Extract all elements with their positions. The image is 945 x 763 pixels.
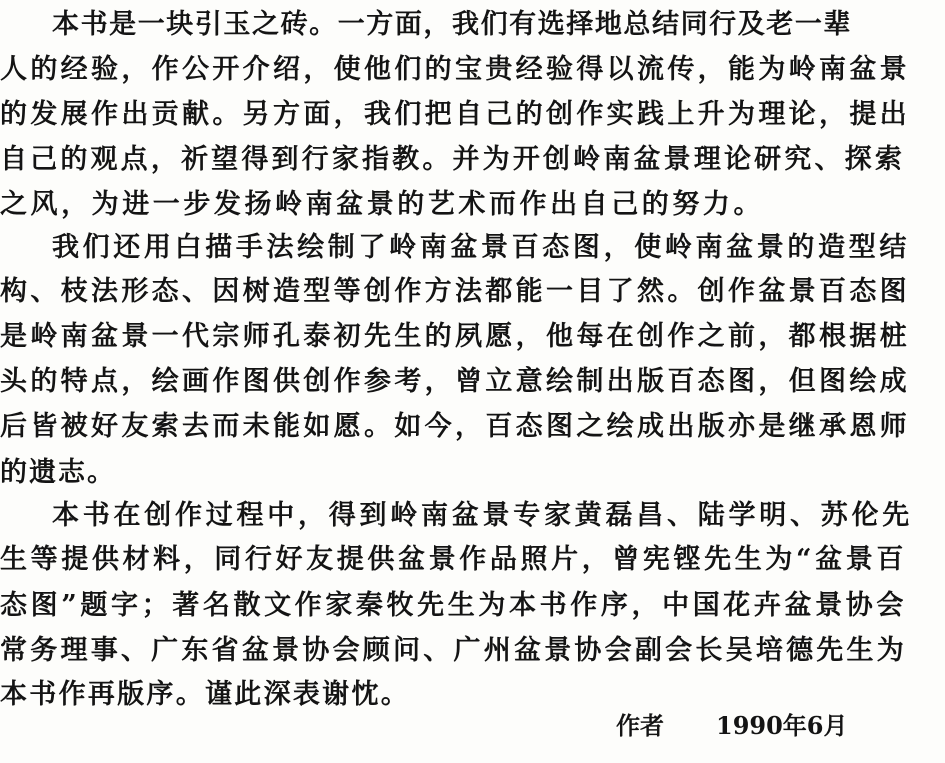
text-line-16 xyxy=(0,678,945,712)
text-line-4 xyxy=(0,143,945,177)
line-text: 的发展作出贡献。另方面，我们把自己的创作实践上升为理论，提出 xyxy=(0,99,910,130)
text-line-2 xyxy=(0,53,945,87)
line-text: 人的经验，作公开介绍，使他们的宝贵经验得以流传，能为岭南盆景 xyxy=(0,54,910,85)
signature-author: 作者 xyxy=(616,711,664,740)
line-text: 自己的观点，祈望得到行家指教。并为开创岭南盆景理论研究、探索 xyxy=(0,144,905,175)
text-line-11 xyxy=(0,456,945,490)
text-line-7 xyxy=(0,275,945,309)
text-line-1 xyxy=(0,8,945,42)
line-text: 常务理事、广东省盆景协会顾问、广州盆景协会副会长吴培德先生为 xyxy=(0,635,907,666)
line-text: 生等提供材料，同行好友提供盆景作品照片，曾宪铿先生为“盆景百 xyxy=(0,544,907,575)
text-line-14 xyxy=(0,589,945,623)
text-line-10 xyxy=(0,410,945,444)
text-line-6 xyxy=(0,231,945,265)
line-text: 构、枝法形态、因树造型等创作方法都能一目了然。创作盆景百态图 xyxy=(0,276,910,307)
text-line-12 xyxy=(0,499,945,533)
text-line-3 xyxy=(0,98,945,132)
text-line-8 xyxy=(0,320,945,354)
line-text: 后皆被好友索去而未能如愿。如今，百态图之绘成出版亦是继承恩师 xyxy=(0,411,910,442)
text-line-15 xyxy=(0,634,945,668)
line-text: 本书在创作过程中，得到岭南盆景专家黄磊昌、陆学明、苏伦先 xyxy=(52,500,913,531)
text-line-9 xyxy=(0,365,945,399)
line-text: 头的特点，绘画作图供创作参考，曾立意绘制出版百态图，但图绘成 xyxy=(0,366,910,397)
text-line-13 xyxy=(0,543,945,577)
line-text: 本书是一块引玉之砖。一方面，我们有选择地总结同行及老一辈 xyxy=(52,9,852,40)
line-text: 我们还用白描手法绘制了岭南盆景百态图，使岭南盆景的造型结 xyxy=(52,232,910,263)
line-text: 态图”题字；著名散文作家秦牧先生为本书作序，中国花卉盆景协会 xyxy=(0,590,907,621)
text-line-5 xyxy=(0,188,945,222)
line-text: 的遗志。 xyxy=(0,457,116,488)
line-text: 之风，为进一步发扬岭南盆景的艺术而作出自己的努力。 xyxy=(0,189,764,220)
line-text: 本书作再版序。谨此深表谢忱。 xyxy=(0,679,410,710)
line-text: 是岭南盆景一代宗师孔泰初先生的夙愿，他每在创作之前，都根据桩 xyxy=(0,321,910,352)
signature-date: 1990年6月 xyxy=(716,711,848,740)
